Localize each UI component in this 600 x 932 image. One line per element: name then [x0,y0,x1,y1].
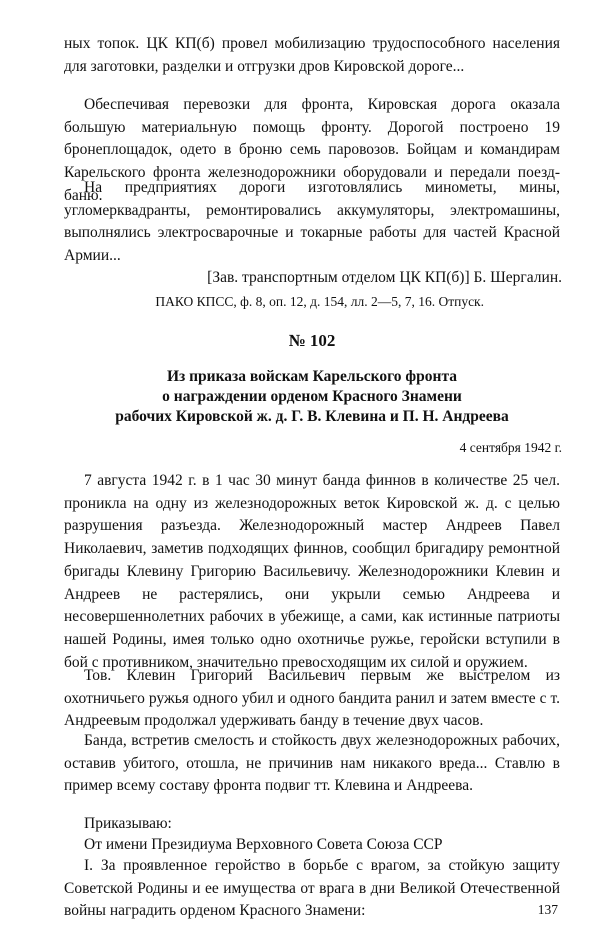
heading-line-2: о награждении орденом Красного Знамени [162,388,462,405]
archive-reference: ПАКО КПСС, ф. 8, оп. 12, д. 154, лл. 2—5, 7, 16. Отпуск. [155,294,484,309]
document-date: 4 сентября 1942 г. [459,440,562,455]
heading-line-1: Из приказа войскам Карельского фронта [166,368,458,385]
body-paragraph-4: I. За проявленное геройство в борьбе с врагом, за стойкую защиту Советской Родины и ее имущества от врага в дни Великой Отечественной войны наградить орденом Красного Знамени: [64,857,560,920]
document-number: № 102 [288,331,336,350]
presidium-line: От имени Президиума Верховного Совета Союза ССР [84,836,443,853]
body-paragraph-3: Банда, встретив смелость и стойкость двух железнодорожных рабочих, оставив убитого, отошла, не причинив нам никакого вреда... Ставлю в пример всему составу фронта подвиг тт. Клевина и Андреева. [64,732,560,795]
intro-paragraph-2: Обеспечивая перевозки для фронта, Кировская дорога оказала большую материальную помощь фронту. Дорогой построено 19 бронеплощадок, одето в броню семь паровозов. Бойцам и командирам Карельского фронта железнодорожники оборудовали и передали поезд-баню. [64,96,560,204]
intro-paragraph-1: ных топок. ЦК КП(б) провел мобилизацию трудоспособного населения для заготовки, разделки и отгрузки дров Кировской дороге... [64,35,560,75]
body-paragraph-1: 7 августа 1942 г. в 1 час 30 минут банда финнов в количестве 25 чел. проникла на одну из железнодорожных веток Кировской ж. д. с целью разрушения разъезда. Железнодорожный мастер Андреев Павел Николаевич, заметив подходящих финнов, сообщил бригадиру ремонтной бригады Клевину Григорию Васильевичу. Железнодорожники Клевин и Андреев не растерялись, они укрыли семью Андреева и несовершеннолетних рабочих в убежище, а сами, как истинные патриоты нашей Родины, имея только одно охотничье ружье, геройски вступили в бой с противником, значительно превосходящим их силой и оружием. [64,472,560,671]
heading-line-3: рабочих Кировской ж. д. Г. В. Клевина и П. Н. Андреева [115,408,509,425]
body-paragraph-2: Тов. Клевин Григорий Васильевич первым же выстрелом из охотничьего ружья одного убил и одного бандита ранил и затем вместе с т. Андреевым продолжал удерживать банду в течение двух часов. [64,667,560,730]
signature: [Зав. транспортным отделом ЦК КП(б)] Б. Шергалин. [207,269,562,286]
page-number: 137 [537,902,558,917]
intro-paragraph-3: На предприятиях дороги изготовлялись минометы, мины, угломерквадранты, ремонтировались аккумуляторы, электромашины, выполнялись электросварочные и токарные работы для частей Красной Армии... [64,179,560,265]
order-line: Приказываю: [84,815,172,832]
